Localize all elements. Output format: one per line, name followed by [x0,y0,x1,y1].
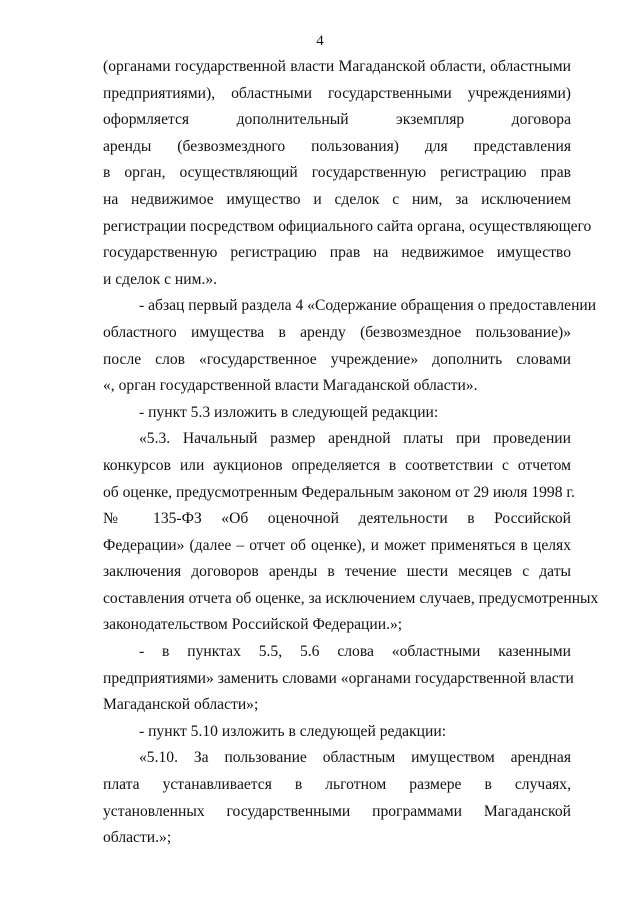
text-line: регистрации посредством официального сайта органа, осуществляющего [103,217,592,235]
text-line: - пункт 5.10 изложить в следующей редакции: [139,722,447,740]
text-line: - пункт 5.3 изложить в следующей редакции: [139,403,439,421]
text-line: «5.3. Начальный размер арендной платы при проведении [139,430,571,448]
text-line: после слов «государственное учреждение» дополнить словами [103,350,571,368]
text-line: плата устанавливается в льготном размере в случаях, [103,776,571,794]
text-line: в орган, осуществляющий государственную регистрацию прав [103,164,571,182]
page-number: 4 [316,33,324,49]
text-line: конкурсов или аукционов определяется в соответствии с отчетом [103,456,571,474]
text-line: «, орган государственной власти Магаданской области». [103,377,478,395]
text-line: Федерации» (далее – отчет об оценке), и может применяться в целях [103,536,571,554]
text-line: оформляется дополнительный экземпляр договора [103,111,571,129]
text-line: - в пунктах 5.5, 5.6 слова «областными казенными [139,643,571,661]
text-line: заключения договоров аренды в течение шести месяцев с даты [103,563,571,581]
text-line: - абзац первый раздела 4 «Содержание обращения о предоставлении [139,297,597,315]
text-line: установленных государственными программами Магаданской [103,802,571,820]
text-line: (органами государственной власти Магаданской области, областными [103,58,571,75]
text-line: об оценке, предусмотренным Федеральным законом от 29 июля 1998 г. [103,483,575,501]
document-body [103,54,599,852]
text-line: и сделок с ним.». [103,270,218,288]
text-line: государственную регистрацию прав на недвижимое имущество [103,244,571,262]
text-line: областного имущества в аренду (безвозмездное пользование)» [103,323,571,341]
text-line: предприятиями» заменить словами «органами государственной власти [103,669,574,687]
text-line: Магаданской области»; [103,696,259,714]
text-line: № 135-ФЗ «Об оценочной деятельности в Российской [103,510,571,528]
text-line: аренды (безвозмездного пользования) для представления [103,137,571,155]
text-line: законодательством Российской Федерации.»; [103,616,403,634]
text-line: предприятиями), областными государственными учреждениями) [103,84,571,102]
text-line: составления отчета об оценке, за исключением случаев, предусмотренных [103,589,599,607]
text-line: «5.10. За пользование областным имуществом арендная [139,749,571,767]
text-line: на недвижимое имущество и сделок с ним, за исключением [103,190,571,208]
text-line: области.»; [103,829,172,847]
